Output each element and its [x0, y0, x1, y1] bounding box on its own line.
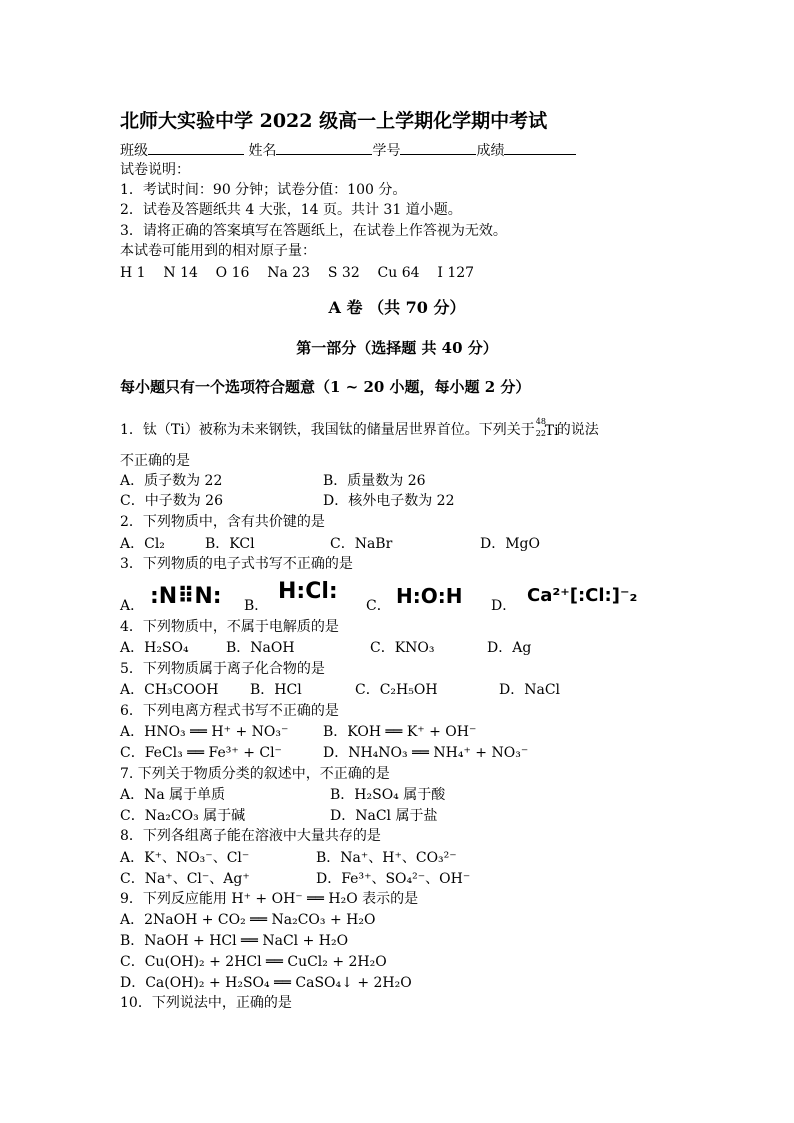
q10-stem: 10．下列说法中，正确的是 [120, 995, 292, 1011]
name-blank[interactable] [276, 140, 372, 155]
q7-option-d[interactable]: D．NaCl 属于盐 [330, 808, 438, 824]
q3-formula-c: H:O:H [396, 584, 463, 608]
q9-option-a[interactable]: A．2NaOH + CO₂ ══ Na₂CO₃ + H₂O [120, 912, 376, 928]
q1-option-c[interactable]: C．中子数为 26 [120, 493, 223, 509]
q8-option-b[interactable]: B．Na⁺、H⁺、CO₃²⁻ [316, 850, 457, 866]
q1-stem-tail: 的说法 [556, 422, 599, 438]
q8-option-a[interactable]: A．K⁺、NO₃⁻、Cl⁻ [120, 850, 250, 866]
q7-option-b[interactable]: B．H₂SO₄ 属于酸 [330, 787, 446, 803]
intro-item-3: 3．请将正确的答案填写在答题纸上，在试卷上作答视为无效。 [120, 223, 507, 239]
q2-option-b[interactable]: B．KCl [205, 536, 255, 552]
nuclide-symbol: 48 22 Ti [535, 417, 559, 439]
class-blank[interactable] [148, 140, 244, 155]
q1-stem-cont: 不正确的是 [120, 453, 190, 469]
q4-option-b[interactable]: B．NaOH [226, 640, 295, 656]
q5-option-b[interactable]: B．HCl [250, 682, 302, 698]
q4-option-a[interactable]: A．H₂SO₄ [120, 640, 189, 656]
q3-stem: 3．下列物质的电子式书写不正确的是 [120, 556, 353, 572]
q6-option-c[interactable]: C．FeCl₃ ══ Fe³⁺ + Cl⁻ [120, 745, 282, 761]
id-label: 学号 [372, 143, 401, 159]
q4-option-c[interactable]: C．KNO₃ [370, 640, 435, 656]
q3-option-b[interactable]: B． [244, 598, 269, 614]
intro-item-2: 2．试卷及答题纸共 4 大张，14 页。共计 31 道小题。 [120, 202, 462, 218]
q4-stem: 4．下列物质中，不属于电解质的是 [120, 619, 339, 635]
q1-option-a[interactable]: A．质子数为 22 [120, 473, 223, 489]
q1-stem [120, 417, 599, 440]
q1-stem-text: 1．钛（Ti）被称为未来钢铁，我国钛的储量居世界首位。下列关于 [120, 422, 535, 438]
q5-stem: 5．下列物质属于离子化合物的是 [120, 661, 325, 677]
q3-formula-d: Ca²⁺[:Cl:]⁻₂ [527, 585, 638, 606]
name-label: 姓名 [248, 143, 277, 159]
class-label: 班级 [120, 143, 148, 159]
q6-option-d[interactable]: D．NH₄NO₃ ══ NH₄⁺ + NO₃⁻ [323, 745, 529, 761]
q9-option-d[interactable]: D．Ca(OH)₂ + H₂SO₄ ══ CaSO₄↓ + 2H₂O [120, 975, 412, 991]
section-a-heading: A 卷 （共 70 分） [328, 298, 466, 317]
q5-option-a[interactable]: A．CH₃COOH [120, 682, 219, 698]
q6-stem: 6．下列电离方程式书写不正确的是 [120, 703, 339, 719]
q2-stem: 2．下列物质中，含有共价键的是 [120, 514, 325, 530]
id-blank[interactable] [400, 140, 476, 155]
q2-option-a[interactable]: A．Cl₂ [120, 536, 165, 552]
intro-heading: 试卷说明： [120, 162, 190, 178]
student-info-line [120, 140, 576, 161]
q2-option-d[interactable]: D．MgO [480, 536, 540, 552]
q7-option-a[interactable]: A．Na 属于单质 [120, 787, 226, 803]
q8-option-d[interactable]: D．Fe³⁺、SO₄²⁻、OH⁻ [316, 871, 471, 887]
part-1-heading: 第一部分（选择题 共 40 分） [296, 339, 498, 357]
q9-option-b[interactable]: B．NaOH + HCl ══ NaCl + H₂O [120, 933, 349, 949]
q7-option-c[interactable]: C．Na₂CO₃ 属于碱 [120, 808, 246, 824]
q1-option-d[interactable]: D．核外电子数为 22 [323, 493, 455, 509]
q2-option-c[interactable]: C．NaBr [330, 536, 393, 552]
q5-option-c[interactable]: C．C₂H₅OH [355, 682, 438, 698]
q3-option-c[interactable]: C． [366, 598, 391, 614]
exam-title: 北师大实验中学 2022 级高一上学期化学期中考试 [120, 110, 548, 132]
q8-option-c[interactable]: C．Na⁺、Cl⁻、Ag⁺ [120, 871, 250, 887]
instruction: 每小题只有一个选项符合题意（1 ~ 20 小题，每小题 2 分） [120, 378, 531, 396]
q8-stem: 8．下列各组离子能在溶液中大量共存的是 [120, 828, 381, 844]
q9-stem: 9．下列反应能用 H⁺ + OH⁻ ══ H₂O 表示的是 [120, 891, 419, 907]
q4-option-d[interactable]: D．Ag [487, 640, 532, 656]
q5-option-d[interactable]: D．NaCl [499, 682, 561, 698]
q6-option-a[interactable]: A．HNO₃ ══ H⁺ + NO₃⁻ [120, 724, 289, 740]
atomic-mass-list: H 1 N 14 O 16 Na 23 S 32 Cu 64 I 127 [120, 265, 475, 281]
q1-option-b[interactable]: B．质量数为 26 [323, 473, 426, 489]
q3-formula-b: H:Cl: [278, 579, 338, 604]
score-blank[interactable] [504, 140, 576, 155]
score-label: 成绩 [476, 143, 505, 159]
q3-option-a[interactable]: A． [120, 598, 145, 614]
q3-option-d[interactable]: D． [491, 598, 517, 614]
intro-item-1: 1．考试时间：90 分钟；试卷分值：100 分。 [120, 182, 407, 198]
q9-option-c[interactable]: C．Cu(OH)₂ + 2HCl ══ CuCl₂ + 2H₂O [120, 954, 387, 970]
q3-formula-a: :N⠿N: [150, 584, 222, 609]
q6-option-b[interactable]: B．KOH ══ K⁺ + OH⁻ [323, 724, 477, 740]
q7-stem: 7. 下列关于物质分类的叙述中，不正确的是 [120, 766, 390, 782]
atomic-mass-note: 本试卷可能用到的相对原子量： [120, 243, 316, 259]
